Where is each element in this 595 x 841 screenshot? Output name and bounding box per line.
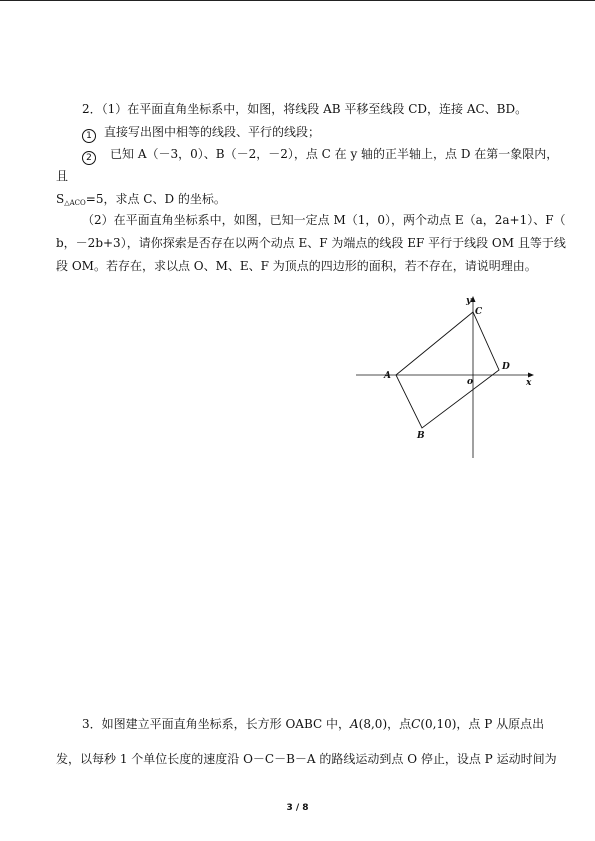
q2-part2-line3: 段 OM。若存在，求以点 O、M、E、F 为顶点的四边形的面积，若不存在，请说明理由。	[56, 259, 537, 273]
area-subscript: △ACO	[64, 199, 86, 207]
label-a: A	[384, 371, 391, 381]
q2-part1-stem: 2．（1）在平面直角坐标系中，如图，将线段 AB 平移至线段 CD，连接 AC、BD。	[82, 102, 528, 116]
q2-item2-qie: 且	[56, 169, 69, 183]
circled-number-1: 1	[82, 129, 96, 143]
q3-point-a-coords: (8,0)	[358, 717, 388, 731]
coordinate-figure	[350, 292, 540, 462]
area-symbol: S	[56, 192, 65, 206]
parallelogram-acdb	[396, 312, 499, 428]
label-d: D	[502, 362, 510, 372]
q2-item2	[82, 146, 558, 165]
q2-item1	[82, 124, 320, 143]
label-c: C	[475, 307, 483, 317]
q2-item2-text: 已知 A（－3，0）、B（－2，－2），点 C 在 y 轴的正半轴上，点 D 在第一象限内，	[110, 147, 559, 161]
x-axis-arrow	[528, 373, 534, 378]
q3-point-a: A	[350, 717, 359, 731]
q3-line1	[82, 716, 544, 732]
q2-item1-text: 直接写出图中相等的线段、平行的线段；	[104, 125, 321, 139]
y-axis-arrow	[471, 296, 476, 302]
q3-separator: ，点	[387, 717, 412, 731]
label-o: o	[467, 377, 474, 387]
area-condition-text: =5，求点 C、D 的坐标。	[85, 192, 226, 206]
page-number: 3 / 8	[286, 803, 309, 813]
label-y: y	[466, 296, 472, 306]
q2-item2-area-condition	[56, 191, 226, 211]
q2-part2-line1: （2）在平面直角坐标系中，如图，已知一定点 M（1，0），两个动点 E（a，2a+1）、F（	[82, 213, 566, 227]
circled-number-2: 2	[82, 151, 96, 165]
q3-point-c: C	[411, 717, 421, 731]
label-b: B	[417, 431, 425, 441]
q3-line2: 发，以每秒 1 个单位长度的速度沿 O－C－B－A 的路线运动到点 O 停止，设点 P 运动时间为	[56, 752, 557, 766]
q2-part2-line2: b，－2b+3），请你探索是否存在以两个动点 E、F 为端点的线段 EF 平行于线段 OM 且等于线	[56, 236, 566, 250]
q3-stem-end: ，点 P 从原点出	[456, 717, 545, 731]
q3-point-c-coords: (0,10)	[420, 717, 457, 731]
q3-stem-start: 3．如图建立平面直角坐标系，长方形 OABC 中，	[82, 717, 350, 731]
header-rule	[0, 0, 595, 1]
label-x: x	[526, 378, 532, 388]
